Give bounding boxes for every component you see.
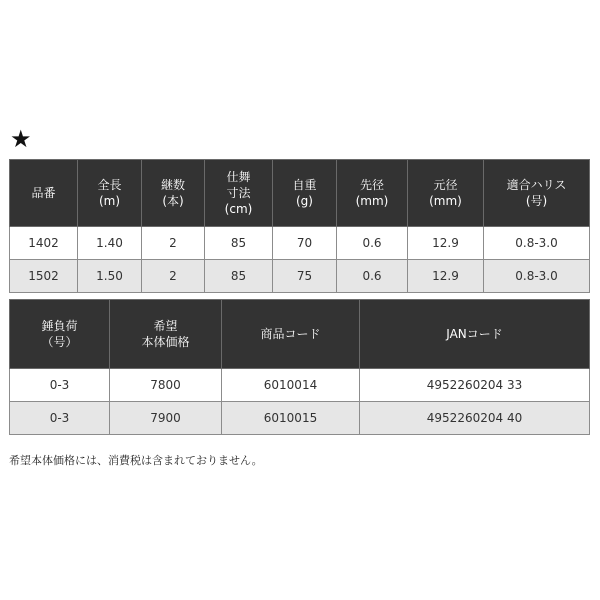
table-cell: 70 xyxy=(273,227,337,260)
table-cell: 6010014 xyxy=(222,369,360,402)
spec-header-cell: 自重 (g) xyxy=(273,160,337,227)
tax-note: 希望本体価格には、消費税は含まれておりません。 xyxy=(9,454,263,467)
table-cell: 1502 xyxy=(10,260,78,293)
table-cell: 0.6 xyxy=(337,260,408,293)
spec-header-cell: 先径 (mm) xyxy=(337,160,408,227)
spec-header-cell: 全長 (m) xyxy=(78,160,142,227)
spec-header-cell: 継数 (本) xyxy=(142,160,205,227)
table-cell: 7800 xyxy=(110,369,222,402)
spec-header-cell: 元径 (mm) xyxy=(408,160,484,227)
table-cell: 85 xyxy=(205,260,273,293)
table-row xyxy=(10,227,590,260)
table-cell: 6010015 xyxy=(222,402,360,435)
table-cell: 0.6 xyxy=(337,227,408,260)
table-cell: 1.40 xyxy=(78,227,142,260)
star-icon: ★ xyxy=(10,125,32,153)
spec-header-cell: 品番 xyxy=(10,160,78,227)
table-cell: 1402 xyxy=(10,227,78,260)
spec-header-row xyxy=(10,160,590,227)
table-row xyxy=(10,402,590,435)
table-cell: 0.8-3.0 xyxy=(484,260,590,293)
table-cell: 0-3 xyxy=(10,369,110,402)
table-cell: 0-3 xyxy=(10,402,110,435)
table-cell: 4952260204 33 xyxy=(360,369,590,402)
table-cell: 1.50 xyxy=(78,260,142,293)
spec-table xyxy=(9,159,590,293)
table-row xyxy=(10,369,590,402)
table-cell: 2 xyxy=(142,260,205,293)
table-cell: 75 xyxy=(273,260,337,293)
table-row xyxy=(10,260,590,293)
table-cell: 7900 xyxy=(110,402,222,435)
price-table xyxy=(9,299,590,435)
table-cell: 2 xyxy=(142,227,205,260)
price-header-cell: 商品コード xyxy=(222,300,360,369)
price-header-cell: JANコード xyxy=(360,300,590,369)
table-cell: 12.9 xyxy=(408,227,484,260)
price-header-row xyxy=(10,300,590,369)
table-cell: 0.8-3.0 xyxy=(484,227,590,260)
table-cell: 4952260204 40 xyxy=(360,402,590,435)
spec-header-cell: 仕舞 寸法 (cm) xyxy=(205,160,273,227)
price-header-cell: 希望 本体価格 xyxy=(110,300,222,369)
spec-header-cell: 適合ハリス (号) xyxy=(484,160,590,227)
table-cell: 12.9 xyxy=(408,260,484,293)
price-header-cell: 錘負荷 （号） xyxy=(10,300,110,369)
table-cell: 85 xyxy=(205,227,273,260)
